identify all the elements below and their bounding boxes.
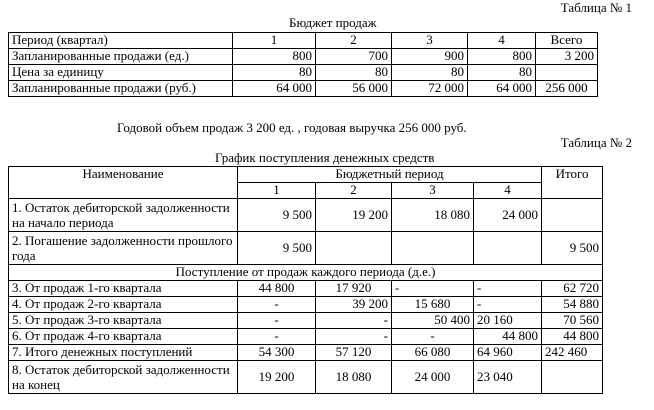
table-cell: 15 680	[392, 297, 474, 313]
table-cell: 64 000	[233, 81, 316, 97]
table-cell: 80	[316, 65, 392, 81]
table2-title: График поступления денежных средств	[215, 150, 435, 165]
section-header: Поступление от продаж каждого периода (д.е.)	[9, 265, 603, 281]
table-cell: -	[238, 329, 316, 345]
table-cell: 54 880	[542, 297, 603, 313]
table-cell	[536, 65, 598, 81]
table-cell: -	[392, 329, 474, 345]
table-cell: 18 080	[392, 199, 474, 232]
table-cell: 23 040	[474, 361, 542, 394]
table1-header-cell: 3	[392, 33, 468, 49]
table-cell	[474, 232, 542, 265]
table-cell: Запланированные продажи (ед.)	[9, 49, 233, 65]
table-cell: 70 560	[542, 313, 603, 329]
table1-label: Таблица № 1	[560, 0, 632, 15]
table-cell: 7. Итого денежных поступлений	[9, 345, 238, 361]
table-cell: -	[316, 313, 392, 329]
sales-budget-table	[8, 32, 598, 97]
table-cell: -	[238, 313, 316, 329]
table-cell	[316, 232, 392, 265]
table-cell: 256 000	[536, 81, 598, 97]
table-cell: 54 300	[238, 345, 316, 361]
table1-header-cell: 2	[316, 33, 392, 49]
table-cell: -	[238, 297, 316, 313]
table1-header-cell: 1	[233, 33, 316, 49]
table-cell: 9 500	[238, 199, 316, 232]
table-row	[9, 329, 603, 345]
table1-header-row	[9, 33, 598, 49]
table-cell: 17 920	[316, 281, 392, 297]
table-cell: 6. От продаж 4-го квартала	[9, 329, 238, 345]
table-cell: -	[316, 329, 392, 345]
table-cell: 56 000	[316, 81, 392, 97]
table-cell: 2. Погашение задолженности прошлого года	[9, 232, 238, 265]
table-cell: 4. От продаж 2-го квартала	[9, 297, 238, 313]
table-cell: 44 800	[542, 329, 603, 345]
table-cell	[392, 232, 474, 265]
table-cell: 3 200	[536, 49, 598, 65]
table-cell: 20 160	[474, 313, 542, 329]
table-cell	[542, 361, 603, 394]
table-cell: 57 120	[316, 345, 392, 361]
table-cell: 19 200	[316, 199, 392, 232]
table1-header-cell: 4	[468, 33, 536, 49]
table-cell: 8. Остаток дебиторской задолженности на конец	[9, 361, 238, 394]
table-cell: 19 200	[238, 361, 316, 394]
table-cell: 66 080	[392, 345, 474, 361]
period-header-cell: 3	[392, 183, 474, 199]
table-cell: 62 720	[542, 281, 603, 297]
table-cell: 3. От продаж 1-го квартала	[9, 281, 238, 297]
annual-summary: Годовой объем продаж 3 200 ед. , годовая выручка 256 000 руб.	[117, 120, 467, 135]
table2-header-row	[9, 167, 603, 183]
table-cell: 72 000	[392, 81, 468, 97]
table-row	[9, 232, 603, 265]
table-cell: 64 960	[474, 345, 542, 361]
table-cell: 5. От продаж 3-го квартала	[9, 313, 238, 329]
table-cell: 700	[316, 49, 392, 65]
section-row	[9, 265, 603, 281]
table-cell: 18 080	[316, 361, 392, 394]
table-row	[9, 297, 603, 313]
table-row	[9, 49, 598, 65]
period-header-cell: 1	[238, 183, 316, 199]
table-cell: 80	[233, 65, 316, 81]
col-total-header: Итого	[542, 167, 603, 199]
table-row	[9, 65, 598, 81]
table1-header-cell: Период (квартал)	[9, 33, 233, 49]
period-header-cell: 2	[316, 183, 392, 199]
table-cell: Цена за единицу	[9, 65, 233, 81]
table-cell: -	[474, 281, 542, 297]
col-period-header: Бюджетный период	[238, 167, 542, 183]
table-row	[9, 199, 603, 232]
table-row	[9, 345, 603, 361]
table1-title: Бюджет продаж	[289, 15, 377, 30]
table-row	[9, 281, 603, 297]
table2-label: Таблица № 2	[560, 135, 632, 150]
table-cell: -	[392, 281, 474, 297]
table1-header-cell: Всего	[536, 33, 598, 49]
table-cell: 64 000	[468, 81, 536, 97]
table-cell: 9 500	[542, 232, 603, 265]
col-name-header: Наименование	[9, 167, 238, 199]
table-cell: 80	[392, 65, 468, 81]
table-cell: 24 000	[392, 361, 474, 394]
period-header-cell: 4	[474, 183, 542, 199]
table-cell: 24 000	[474, 199, 542, 232]
table-cell: 9 500	[238, 232, 316, 265]
table-cell: 44 800	[238, 281, 316, 297]
cash-receipts-table	[8, 166, 603, 394]
table-cell: 242 460	[542, 345, 603, 361]
table-row	[9, 313, 603, 329]
table-cell: 900	[392, 49, 468, 65]
table-cell: 800	[233, 49, 316, 65]
table-cell: -	[474, 297, 542, 313]
table-cell	[542, 199, 603, 232]
table-cell: 800	[468, 49, 536, 65]
table-cell: 44 800	[474, 329, 542, 345]
table-row	[9, 361, 603, 394]
table-cell: 39 200	[316, 297, 392, 313]
table-cell: 1. Остаток дебиторской задолженности на начало периода	[9, 199, 238, 232]
table-cell: 80	[468, 65, 536, 81]
table-cell: 50 400	[392, 313, 474, 329]
table-row	[9, 81, 598, 97]
table-cell: Запланированные продажи (руб.)	[9, 81, 233, 97]
